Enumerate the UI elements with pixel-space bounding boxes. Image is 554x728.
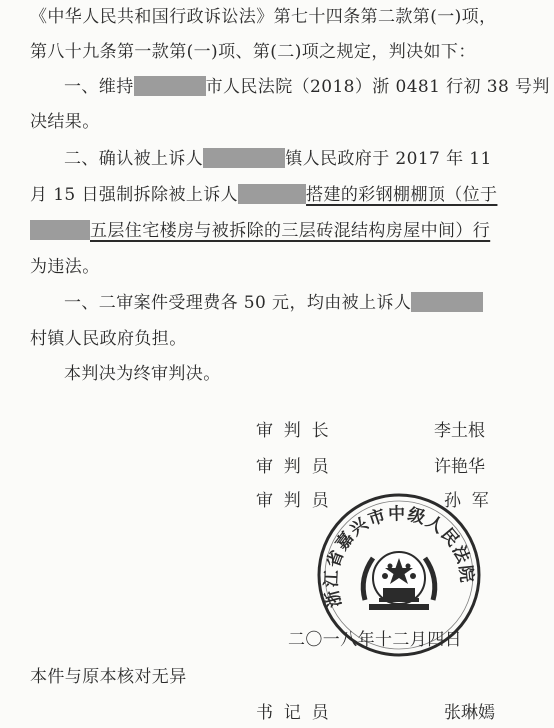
- text-fragment: 二、确认被上诉人: [64, 149, 204, 169]
- clerk-name: 张琳嫣: [444, 703, 495, 723]
- signature-name: 李土根: [434, 421, 485, 441]
- emblem-icon: [363, 552, 435, 610]
- text-line: 村镇人民政府负担。: [30, 329, 187, 349]
- redaction-block: [134, 76, 206, 96]
- signature-title: 审 判 员: [256, 491, 329, 511]
- signature-name: 孙 军: [444, 491, 489, 511]
- text-fragment: 市人民法院（2018）浙 0481 行初 38 号判: [205, 77, 550, 97]
- redaction-block: [411, 292, 483, 312]
- text-line: [64, 148, 492, 170]
- text-line: 决结果。: [30, 112, 100, 132]
- underlined-fragment: 五层住宅楼房与被拆除的三层砖混结构房屋中间）行: [90, 221, 491, 241]
- text-line: 本判决为终审判决。: [64, 364, 221, 384]
- verification-note: 本件与原本核对无异: [30, 667, 187, 687]
- redaction-block: [203, 148, 285, 168]
- seal-text: 浙江省嘉兴市中级人民法院: [321, 504, 477, 610]
- signature-name: 许艳华: [434, 457, 485, 477]
- judgment-date: 二〇一八年十二月四日: [288, 630, 462, 650]
- text-line: 《中华人民共和国行政诉讼法》第七十四条第二款第(一)项，: [30, 7, 497, 27]
- clerk-title: 书 记 员: [256, 703, 329, 723]
- text-line: 第八十九条第一款第(一)项、第(二)项之规定，判决如下：: [30, 42, 476, 62]
- text-fragment: 一、二审案件受理费各 50 元，均由被上诉人: [64, 293, 412, 313]
- text-fragment: 月 15 日强制拆除被上诉人: [30, 185, 239, 205]
- text-line: [64, 292, 483, 314]
- text-line: [30, 184, 497, 206]
- text-fragment: 镇人民政府于 2017 年 11: [285, 149, 492, 169]
- signature-title: 审 判 员: [256, 457, 329, 477]
- text-fragment: 一、维持: [64, 77, 134, 97]
- text-line: [64, 76, 550, 98]
- redaction-block: [238, 184, 306, 204]
- text-line: [30, 220, 490, 242]
- signature-title: 审 判 长: [256, 421, 329, 441]
- text-line: 为违法。: [30, 257, 100, 277]
- underlined-fragment: 搭建的彩钢棚棚顶（位于: [306, 185, 498, 205]
- redaction-block: [30, 220, 90, 240]
